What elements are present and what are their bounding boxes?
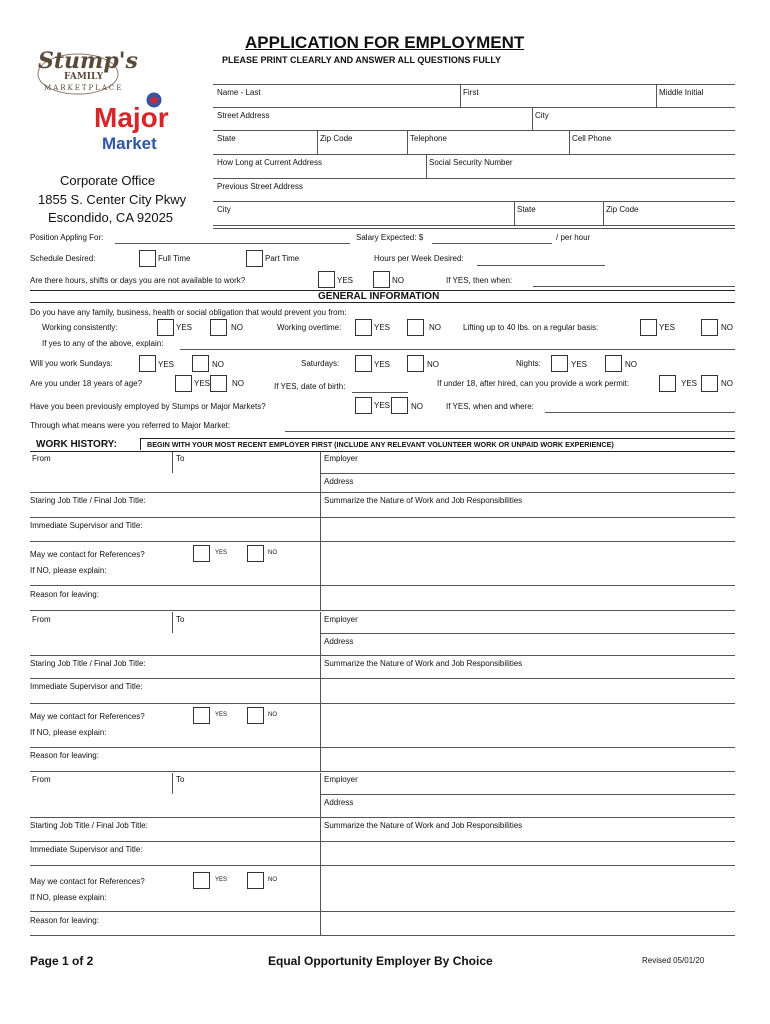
full-time-label: Full Time [158, 254, 191, 263]
consistently-yes-checkbox[interactable] [157, 319, 174, 336]
form-subtitle: PLEASE PRINT CLEARLY AND ANSWER ALL QUESTIONS FULLY [222, 55, 502, 65]
work-history-heading: WORK HISTORY: [36, 439, 117, 450]
prev-state-field[interactable] [516, 214, 601, 224]
address-label: Address [324, 637, 354, 646]
prev-employed-yes-checkbox[interactable] [355, 397, 372, 414]
unavailable-question: Are there hours, shifts or days you are not available to work? [30, 276, 246, 285]
unavailable-yes-label: YES [337, 276, 354, 285]
saturdays-no-label: NO [427, 360, 439, 369]
from-label: From [32, 775, 51, 784]
nights-yes-checkbox[interactable] [551, 355, 568, 372]
under-18-yes-label: YES [194, 379, 211, 388]
saturdays-label: Saturdays: [301, 359, 340, 368]
street-address-field[interactable] [214, 120, 530, 129]
zip-code-label: Zip Code [320, 134, 353, 143]
summary-label: Summarize the Nature of Work and Job Responsibilities [324, 496, 523, 505]
page-number: Page 1 of 2 [30, 954, 94, 968]
unavailable-when-label: If YES, then when: [446, 276, 513, 285]
contact-references-label: May we contact for References? [30, 712, 145, 721]
work-history-instruction: BEGIN WITH YOUR MOST RECENT EMPLOYER FIRST (INCLUDE ANY RELEVANT VOLUNTEER WORK OR UNPAID WORK EXPERIENCE) [147, 440, 614, 449]
work-permit-no-checkbox[interactable] [701, 375, 718, 392]
full-time-checkbox[interactable] [139, 250, 156, 267]
sundays-yes-checkbox[interactable] [139, 355, 156, 372]
contact-no-checkbox[interactable] [247, 545, 264, 562]
date-of-birth-field[interactable] [352, 392, 408, 393]
contact-yes-label: YES [215, 712, 228, 718]
under-18-label: Are you under 18 years of age? [30, 379, 143, 388]
previous-street-label: Previous Street Address [217, 182, 303, 191]
per-hour-label: / per hour [556, 233, 591, 242]
telephone-field[interactable] [409, 143, 567, 153]
contact-yes-checkbox[interactable] [193, 872, 210, 889]
nights-no-checkbox[interactable] [605, 355, 622, 372]
stumps-logo-marketplace: MARKETPLACE [44, 84, 124, 92]
to-label: To [176, 615, 185, 624]
to-field[interactable] [174, 785, 318, 793]
contact-no-label: NO [268, 877, 277, 883]
major-logo-word: Major [94, 102, 169, 133]
unavailable-when-field[interactable] [533, 286, 735, 287]
when-where-field[interactable] [545, 412, 735, 413]
consistently-yes-label: YES [176, 323, 193, 332]
sundays-no-checkbox[interactable] [192, 355, 209, 372]
if-yes-explain-field[interactable] [180, 349, 735, 350]
market-logo-word: Market [102, 134, 157, 153]
corporate-street: 1855 S. Center City Pkwy [38, 192, 187, 207]
employer-label: Employer [324, 454, 358, 463]
working-overtime-label: Working overtime: [277, 323, 342, 332]
if-no-explain-label: If NO, please explain: [30, 728, 107, 737]
hours-per-week-field[interactable] [477, 265, 605, 266]
sundays-no-label: NO [212, 360, 224, 369]
referred-label: Through what means were you referred to Major Market: [30, 421, 231, 430]
summary-label: Summarize the Nature of Work and Job Responsibilities [324, 659, 523, 668]
eoe-statement: Equal Opportunity Employer By Choice [268, 954, 493, 968]
to-field[interactable] [174, 464, 318, 472]
from-label: From [32, 454, 51, 463]
position-applying-field[interactable] [115, 243, 350, 244]
unavailable-no-label: NO [392, 276, 404, 285]
overtime-yes-checkbox[interactable] [355, 319, 372, 336]
contact-yes-label: YES [215, 877, 228, 883]
reason-leaving-label: Reason for leaving: [30, 916, 99, 925]
prev-employed-no-label: NO [411, 402, 423, 411]
working-consistently-label: Working consistently: [42, 323, 118, 332]
general-info-heading: GENERAL INFORMATION [318, 291, 440, 302]
prev-zip-field[interactable] [605, 214, 734, 224]
summary-label: Summarize the Nature of Work and Job Responsibilities [324, 821, 523, 830]
prev-state-label: State [517, 205, 536, 214]
work-permit-no-label: NO [721, 379, 733, 388]
corporate-heading: Corporate Office [60, 173, 156, 188]
unavailable-no-checkbox[interactable] [373, 271, 390, 288]
contact-yes-checkbox[interactable] [193, 545, 210, 562]
reason-leaving-label: Reason for leaving: [30, 590, 99, 599]
consistently-no-label: NO [231, 323, 243, 332]
name-last-field[interactable] [214, 97, 458, 106]
middle-initial-label: Middle Initial [659, 88, 704, 97]
contact-references-label: May we contact for References? [30, 877, 145, 886]
address-label: Address [324, 798, 354, 807]
prev-employed-no-checkbox[interactable] [391, 397, 408, 414]
telephone-label: Telephone [410, 134, 447, 143]
previous-street-field[interactable] [214, 191, 734, 200]
obligation-question: Do you have any family, business, health or social obligation that would prevent you from: [30, 308, 347, 317]
cell-phone-label: Cell Phone [572, 134, 612, 143]
job-title-label: Starting Job Title / Final Job Title: [30, 821, 148, 830]
under-18-yes-checkbox[interactable] [175, 375, 192, 392]
supervisor-label: Immediate Supervisor and Title: [30, 682, 143, 691]
sundays-yes-label: YES [158, 360, 175, 369]
revised-date: Revised 05/01/20 [642, 956, 705, 965]
cell-phone-field[interactable] [571, 143, 734, 153]
work-permit-label: If under 18, after hired, can you provide a work permit: [437, 379, 630, 388]
contact-yes-checkbox[interactable] [193, 707, 210, 724]
to-field[interactable] [174, 624, 318, 632]
from-field[interactable] [31, 785, 170, 793]
prev-city-label: City [217, 205, 231, 214]
corporate-city: Escondido, CA 92025 [48, 210, 174, 225]
reason-leaving-label: Reason for leaving: [30, 751, 99, 760]
saturdays-yes-label: YES [374, 360, 391, 369]
lifting-no-label: NO [721, 323, 733, 332]
saturdays-yes-checkbox[interactable] [355, 355, 372, 372]
schedule-desired-label: Schedule Desired: [30, 254, 96, 263]
under-18-no-label: NO [232, 379, 244, 388]
how-long-field[interactable] [214, 167, 424, 177]
prev-employed-yes-label: YES [374, 401, 391, 410]
contact-references-label: May we contact for References? [30, 550, 145, 559]
to-label: To [176, 454, 185, 463]
how-long-label: How Long at Current Address [217, 158, 322, 167]
from-field[interactable] [31, 464, 170, 472]
employer-label: Employer [324, 775, 358, 784]
middle-initial-field[interactable] [658, 97, 734, 106]
salary-expected-label: Salary Expected: $ [356, 233, 424, 242]
name-last-label: Name - Last [217, 88, 261, 97]
contact-no-checkbox[interactable] [247, 872, 264, 889]
contact-no-checkbox[interactable] [247, 707, 264, 724]
saturdays-no-checkbox[interactable] [407, 355, 424, 372]
zip-code-field[interactable] [319, 143, 405, 153]
stumps-logo-name: Stump's [38, 48, 138, 74]
sundays-label: Will you work Sundays: [30, 359, 113, 368]
supervisor-label: Immediate Supervisor and Title: [30, 521, 143, 530]
supervisor-label: Immediate Supervisor and Title: [30, 845, 143, 854]
job-title-label: Staring Job Title / Final Job Title: [30, 659, 146, 668]
if-no-explain-label: If NO, please explain: [30, 566, 107, 575]
contact-no-label: NO [268, 550, 277, 556]
stumps-logo-family: FAMILY [64, 72, 104, 82]
state-field[interactable] [214, 143, 315, 153]
lifting-yes-checkbox[interactable] [640, 319, 657, 336]
state-label: State [217, 134, 236, 143]
prev-city-field[interactable] [214, 214, 512, 224]
city-field[interactable] [534, 120, 734, 129]
employer-field[interactable] [322, 464, 734, 472]
hours-per-week-label: Hours per Week Desired: [374, 254, 464, 263]
from-field[interactable] [31, 624, 170, 632]
nights-no-label: NO [625, 360, 637, 369]
position-applying-label: Position Appling For: [30, 233, 104, 242]
first-name-field[interactable] [462, 97, 654, 106]
overtime-no-label: NO [429, 323, 441, 332]
ssn-field[interactable] [428, 167, 734, 177]
date-of-birth-label: If YES, date of birth: [274, 382, 346, 391]
if-yes-explain-label: If yes to any of the above, explain: [42, 339, 164, 348]
employer-field[interactable] [322, 624, 734, 632]
lifting-label: Lifting up to 40 lbs. on a regular basis: [463, 323, 599, 332]
employer-field[interactable] [322, 785, 734, 793]
first-name-label: First [463, 88, 479, 97]
to-label: To [176, 775, 185, 784]
lifting-yes-label: YES [659, 323, 676, 332]
unavailable-yes-checkbox[interactable] [318, 271, 335, 288]
employer-label: Employer [324, 615, 358, 624]
work-permit-yes-label: YES [681, 379, 698, 388]
city-label: City [535, 111, 549, 120]
form-title: APPLICATION FOR EMPLOYMENT [245, 33, 525, 52]
referred-field[interactable] [285, 431, 735, 432]
salary-expected-field[interactable] [432, 243, 552, 244]
ssn-label: Social Security Number [429, 158, 513, 167]
from-label: From [32, 615, 51, 624]
under-18-no-checkbox[interactable] [210, 375, 227, 392]
nights-label: Nights: [516, 359, 541, 368]
part-time-checkbox[interactable] [246, 250, 263, 267]
contact-yes-label: YES [215, 550, 228, 556]
when-where-label: If YES, when and where: [446, 402, 534, 411]
nights-yes-label: YES [571, 360, 588, 369]
work-permit-yes-checkbox[interactable] [659, 375, 676, 392]
prev-zip-label: Zip Code [606, 205, 639, 214]
street-address-label: Street Address [217, 111, 270, 120]
overtime-no-checkbox[interactable] [407, 319, 424, 336]
major-market-logo [92, 92, 202, 154]
part-time-label: Part Time [265, 254, 300, 263]
job-title-label: Staring Job Title / Final Job Title: [30, 496, 146, 505]
if-no-explain-label: If NO, please explain: [30, 893, 107, 902]
overtime-yes-label: YES [374, 323, 391, 332]
consistently-no-checkbox[interactable] [210, 319, 227, 336]
lifting-no-checkbox[interactable] [701, 319, 718, 336]
address-label: Address [324, 477, 354, 486]
prev-employed-question: Have you been previously employed by Stumps or Major Markets? [30, 402, 266, 411]
contact-no-label: NO [268, 712, 277, 718]
